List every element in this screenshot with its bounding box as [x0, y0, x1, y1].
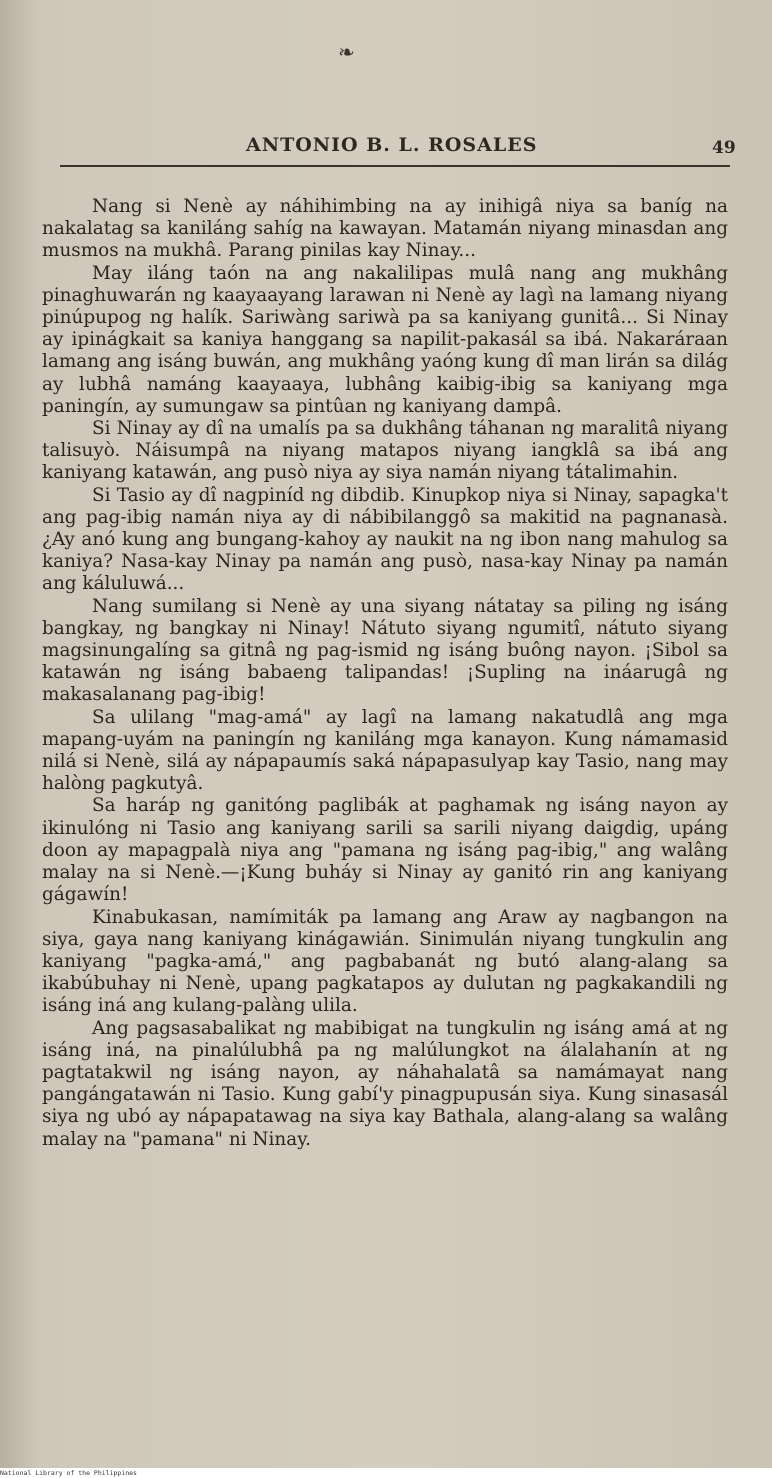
paragraph: Sa ulilang "mag-amá" ay lagî na lamang nakatudlâ ang mga mapang-uyám na paningín ng kaniláng mga kanayon. Kung námamasid nilá si Nenè, silá ay nápapaumís saká nápapasulyap kay Tasio, nang may halòng pagkutyâ. [42, 706, 728, 795]
paragraph: Kinabukasan, namímiták pa lamang ang Araw ay nagbangon na siya, gaya nang kaniyang kinágawián. Sinimulán niyang tungkulin ang kaniyang "pagka-amá," ang pagbabanát ng butó alang-alang sa ikabúbuhay ni Nenè, upang pagkatapos ay dulutan ng pagkakandili ng isáng iná ang kulang-palàng ulila. [42, 906, 728, 1017]
header-title: ANTONIO B. L. ROSALES [246, 134, 538, 156]
paragraph: Nang sumilang si Nenè ay una siyang nátatay sa piling ng isáng bangkay, ng bangkay ni Ninay! Nátuto siyang ngumitî, nátuto siyang magsinungalíng sa gitnâ ng pag-ismid ng isáng buông nayon. ¡Sibol sa katawán ng isáng babaeng talipandas! ¡Supling na ináarugâ ng makasalanang pag-ibig! [42, 595, 728, 706]
paragraph: Nang si Nenè ay náhihimbing na ay inihigâ niya sa baníg na nakalatag sa kaniláng sahíg na kawayan. Matamán niyang minasdan ang musmos na mukhâ. Parang pinilas kay Ninay... [42, 196, 728, 262]
paragraph: Si Tasio ay dî nagpiníd ng dibdib. Kinupkop niya si Ninay, sapagka't ang pag-ibig namán niya ay di nábibilanggô sa makitid na pagnanasà. ¿Ay anó kung ang bungang-kahoy ay naukit na ng ibon nang mahulog sa kaniya? Nasa-kay Ninay pa namán ang pusò, nasa-kay Ninay pa namán ang káluluwá... [42, 484, 728, 595]
footer-credit: National Library of the Philippines [0, 1468, 772, 1478]
header-rule [60, 165, 730, 167]
paragraph: Si Ninay ay dî na umalís pa sa dukhâng táhanan ng maralitâ niyang talisuyò. Náisumpâ na niyang matapos niyang iangklâ sa ibá ang kaniyang katawán, ang pusò niya ay siya namán niyang tátalimahin. [42, 418, 728, 484]
running-header [0, 134, 772, 164]
paragraph: May iláng taón na ang nakalilipas mulâ nang ang mukhâng pinaghuwarán ng kaayaayang larawan ni Nenè ay lagì na lamang niyang pinúpupog ng halík. Sariwàng sariwà pa sa kaniyang gunitâ... Si Ninay ay ipinágkait sa kaniya hanggang sa napilit-pakasál sa ibá. Nakaráraan lamang ang isáng buwán, ang mukhâng yaóng kung dî man lirán sa dilág ay lubhâ namáng kaayaaya, lubhâng kaibig-ibig sa kaniyang mga paningín, ay sumungaw sa pintûan ng kaniyang dampâ. [42, 262, 728, 417]
body-text [42, 196, 728, 1151]
ornament-icon: ❧ [338, 40, 355, 64]
page-number: 49 [712, 138, 736, 158]
paragraph: Sa haráp ng ganitóng paglibák at paghamak ng isáng nayon ay ikinulóng ni Tasio ang kaniyang sarili sa sarili niyang daigdig, upáng doon ay mapagpalà niya ang "pamana ng isáng pag-ibig," ang walâng malay na si Nenè.—¡Kung buháy si Ninay ay ganitó rin ang kaniyang gágawín! [42, 795, 728, 906]
paragraph: Ang pagsasabalikat ng mabibigat na tungkulin ng isáng amá at ng isáng iná, na pinalúlubhâ pa ng malúlungkot na álalahanín at ng pagtatakwil ng isáng nayon, ay náhahalatâ sa namámayat nang pangángatawán ni Tasio. Kung gabí'y pinagpupusán siya. Kung sinasasál siya ng ubó ay nápapatawag na siya kay Bathala, alang-alang sa walâng malay na "pamana" ni Ninay. [42, 1017, 728, 1150]
